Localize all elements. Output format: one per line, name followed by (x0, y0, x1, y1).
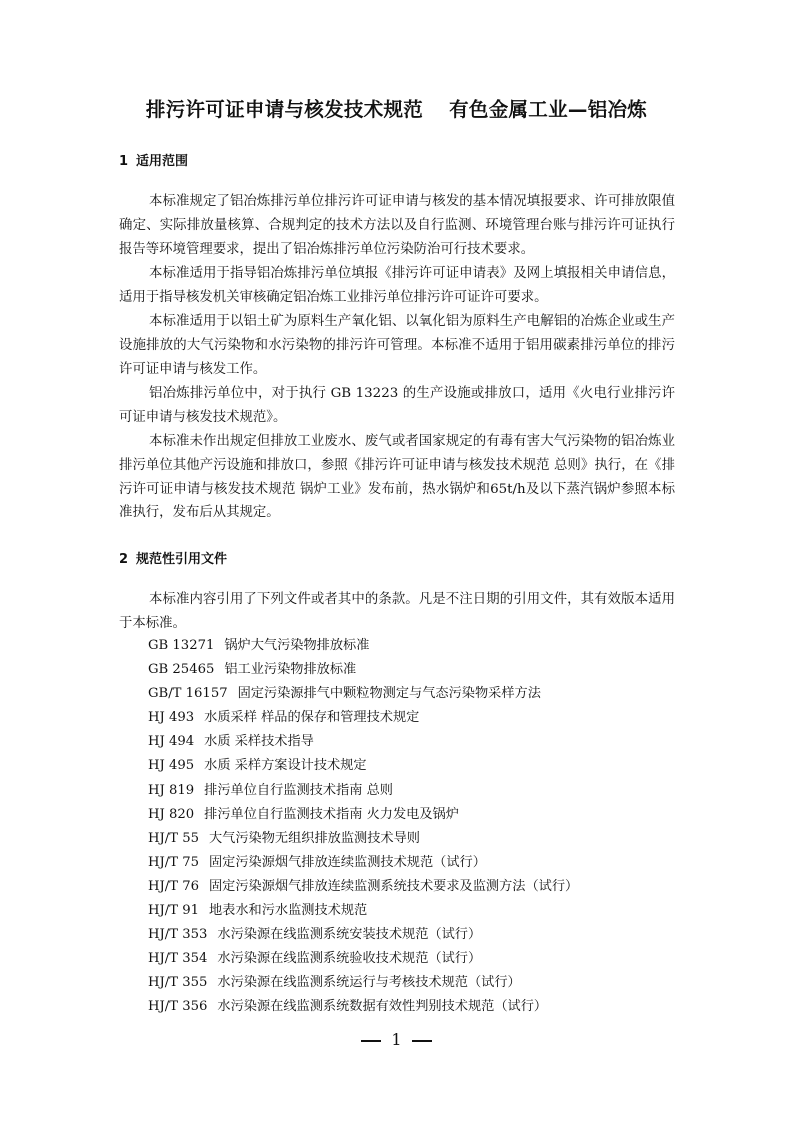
reference-title: 铝工业污染物排放标准 (224, 662, 357, 678)
reference-code: HJ 819 (148, 782, 195, 798)
reference-title: 水污染源在线监测系统安装技术规范（试行） (217, 927, 482, 943)
reference-code: HJ 493 (148, 710, 195, 726)
reference-title: 固定污染源排气中颗粒物测定与气态污染物采样方法 (237, 686, 541, 702)
section-1-paragraph-1: 本标准规定了铝冶炼排污单位排污许可证申请与核发的基本情况填报要求、许可排放限值确定、实际排放量核算、合规判定的技术方法以及自行监测、环境管理台账与排污许可证执行报告等环境管理要求，提出了铝冶炼排污单位污染防治可行技术要求。 (119, 194, 675, 257)
reference-title: 水污染源在线监测系统验收技术规范（试行） (217, 951, 482, 967)
reference-code: HJ/T 355 (148, 975, 208, 991)
section-2-intro: 本标准内容引用了下列文件或者其中的条款。凡是不注日期的引用文件，其有效版本适用于本标准。 (119, 592, 675, 631)
section-1-heading (119, 150, 188, 169)
page-footer (0, 1030, 793, 1049)
section-2-number: 2 (119, 552, 129, 567)
reference-title: 水质采样 样品的保存和管理技术规定 (204, 710, 420, 726)
reference-code: HJ/T 356 (148, 999, 208, 1015)
reference-item (148, 851, 578, 875)
reference-list (148, 634, 578, 1020)
reference-code: GB/T 16157 (148, 686, 228, 702)
reference-title: 锅炉大气污染物排放标准 (224, 638, 370, 653)
page-number: 1 (391, 1030, 402, 1049)
reference-title: 水质 采样方案设计技术规定 (204, 758, 367, 774)
reference-code: HJ 494 (148, 734, 195, 750)
footer-dash-left (361, 1040, 381, 1042)
reference-code: GB 25465 (148, 662, 215, 678)
reference-item (148, 658, 578, 682)
reference-item (148, 682, 578, 706)
reference-title: 水污染源在线监测系统数据有效性判别技术规范（试行） (217, 999, 548, 1015)
section-1-number: 1 (119, 154, 129, 169)
reference-item (148, 634, 578, 658)
section-2-heading (119, 548, 227, 567)
reference-item (148, 899, 578, 923)
reference-title: 大气污染物无组织排放监测技术导则 (209, 830, 420, 846)
reference-item (148, 875, 578, 899)
reference-title: 水质 采样技术指导 (204, 734, 314, 750)
section-1-paragraph-2: 本标准适用于指导铝冶炼排污单位填报《排污许可证申请表》及网上填报相关申请信息，适用于指导核发机关审核确定铝冶炼工业排污单位排污许可证许可要求。 (119, 266, 675, 305)
reference-item (148, 923, 578, 947)
reference-title: 排污单位自行监测技术指南 火力发电及锅炉 (204, 806, 459, 822)
reference-code: HJ 495 (148, 758, 195, 774)
reference-code: HJ/T 91 (148, 903, 199, 919)
reference-item (148, 827, 578, 851)
section-1-paragraph-4: 铝冶炼排污单位中，对于执行 GB 13223 的生产设施或排放口，适用《火电行业排污许可证申请与核发技术规范》。 (119, 386, 675, 425)
section-2-title: 规范性引用文件 (136, 552, 228, 567)
reference-item (148, 730, 578, 754)
reference-code: HJ/T 75 (148, 854, 199, 870)
title-subtitle: 有色金属工业—铝冶炼 (449, 98, 648, 121)
reference-title: 排污单位自行监测技术指南 总则 (204, 782, 393, 798)
page-title (0, 94, 793, 122)
reference-code: HJ/T 353 (148, 927, 208, 943)
reference-title: 固定污染源烟气排放连续监测系统技术要求及监测方法（试行） (209, 878, 579, 894)
reference-title: 地表水和污水监测技术规范 (209, 903, 368, 919)
footer-dash-right (412, 1040, 432, 1042)
section-1-paragraph-3: 本标准适用于以铝土矿为原料生产氧化铝、以氧化铝为原料生产电解铝的冶炼企业或生产设施排放的大气污染物和水污染物的排污许可管理。本标准不适用于铝用碳素排污单位的排污许可证申请与核发工作。 (119, 314, 675, 377)
title-main: 排污许可证申请与核发技术规范 (145, 98, 424, 121)
reference-item (148, 995, 578, 1019)
reference-item (148, 947, 578, 971)
reference-title: 固定污染源烟气排放连续监测技术规范（试行） (209, 854, 486, 870)
reference-code: HJ 820 (148, 806, 195, 822)
reference-item (148, 971, 578, 995)
reference-code: HJ/T 55 (148, 830, 199, 846)
reference-item (148, 706, 578, 730)
reference-item (148, 779, 578, 803)
reference-item (148, 754, 578, 778)
section-1-paragraph-5: 本标准未作出规定但排放工业废水、废气或者国家规定的有毒有害大气污染物的铝冶炼业排污单位其他产污设施和排放口，参照《排污许可证申请与核发技术规范 总则》执行，在《排污许可证申请与核发技术规范 锅炉工业》发布前，热水锅炉和65t/h及以下蒸汽锅炉参照本标准执行，发布后从其规定。 (119, 434, 675, 521)
section-1-title: 适用范围 (136, 154, 189, 169)
reference-code: HJ/T 354 (148, 951, 208, 967)
reference-code: GB 13271 (148, 638, 215, 653)
reference-title: 水污染源在线监测系统运行与考核技术规范（试行） (217, 975, 521, 991)
reference-code: HJ/T 76 (148, 878, 199, 894)
reference-item (148, 803, 578, 827)
